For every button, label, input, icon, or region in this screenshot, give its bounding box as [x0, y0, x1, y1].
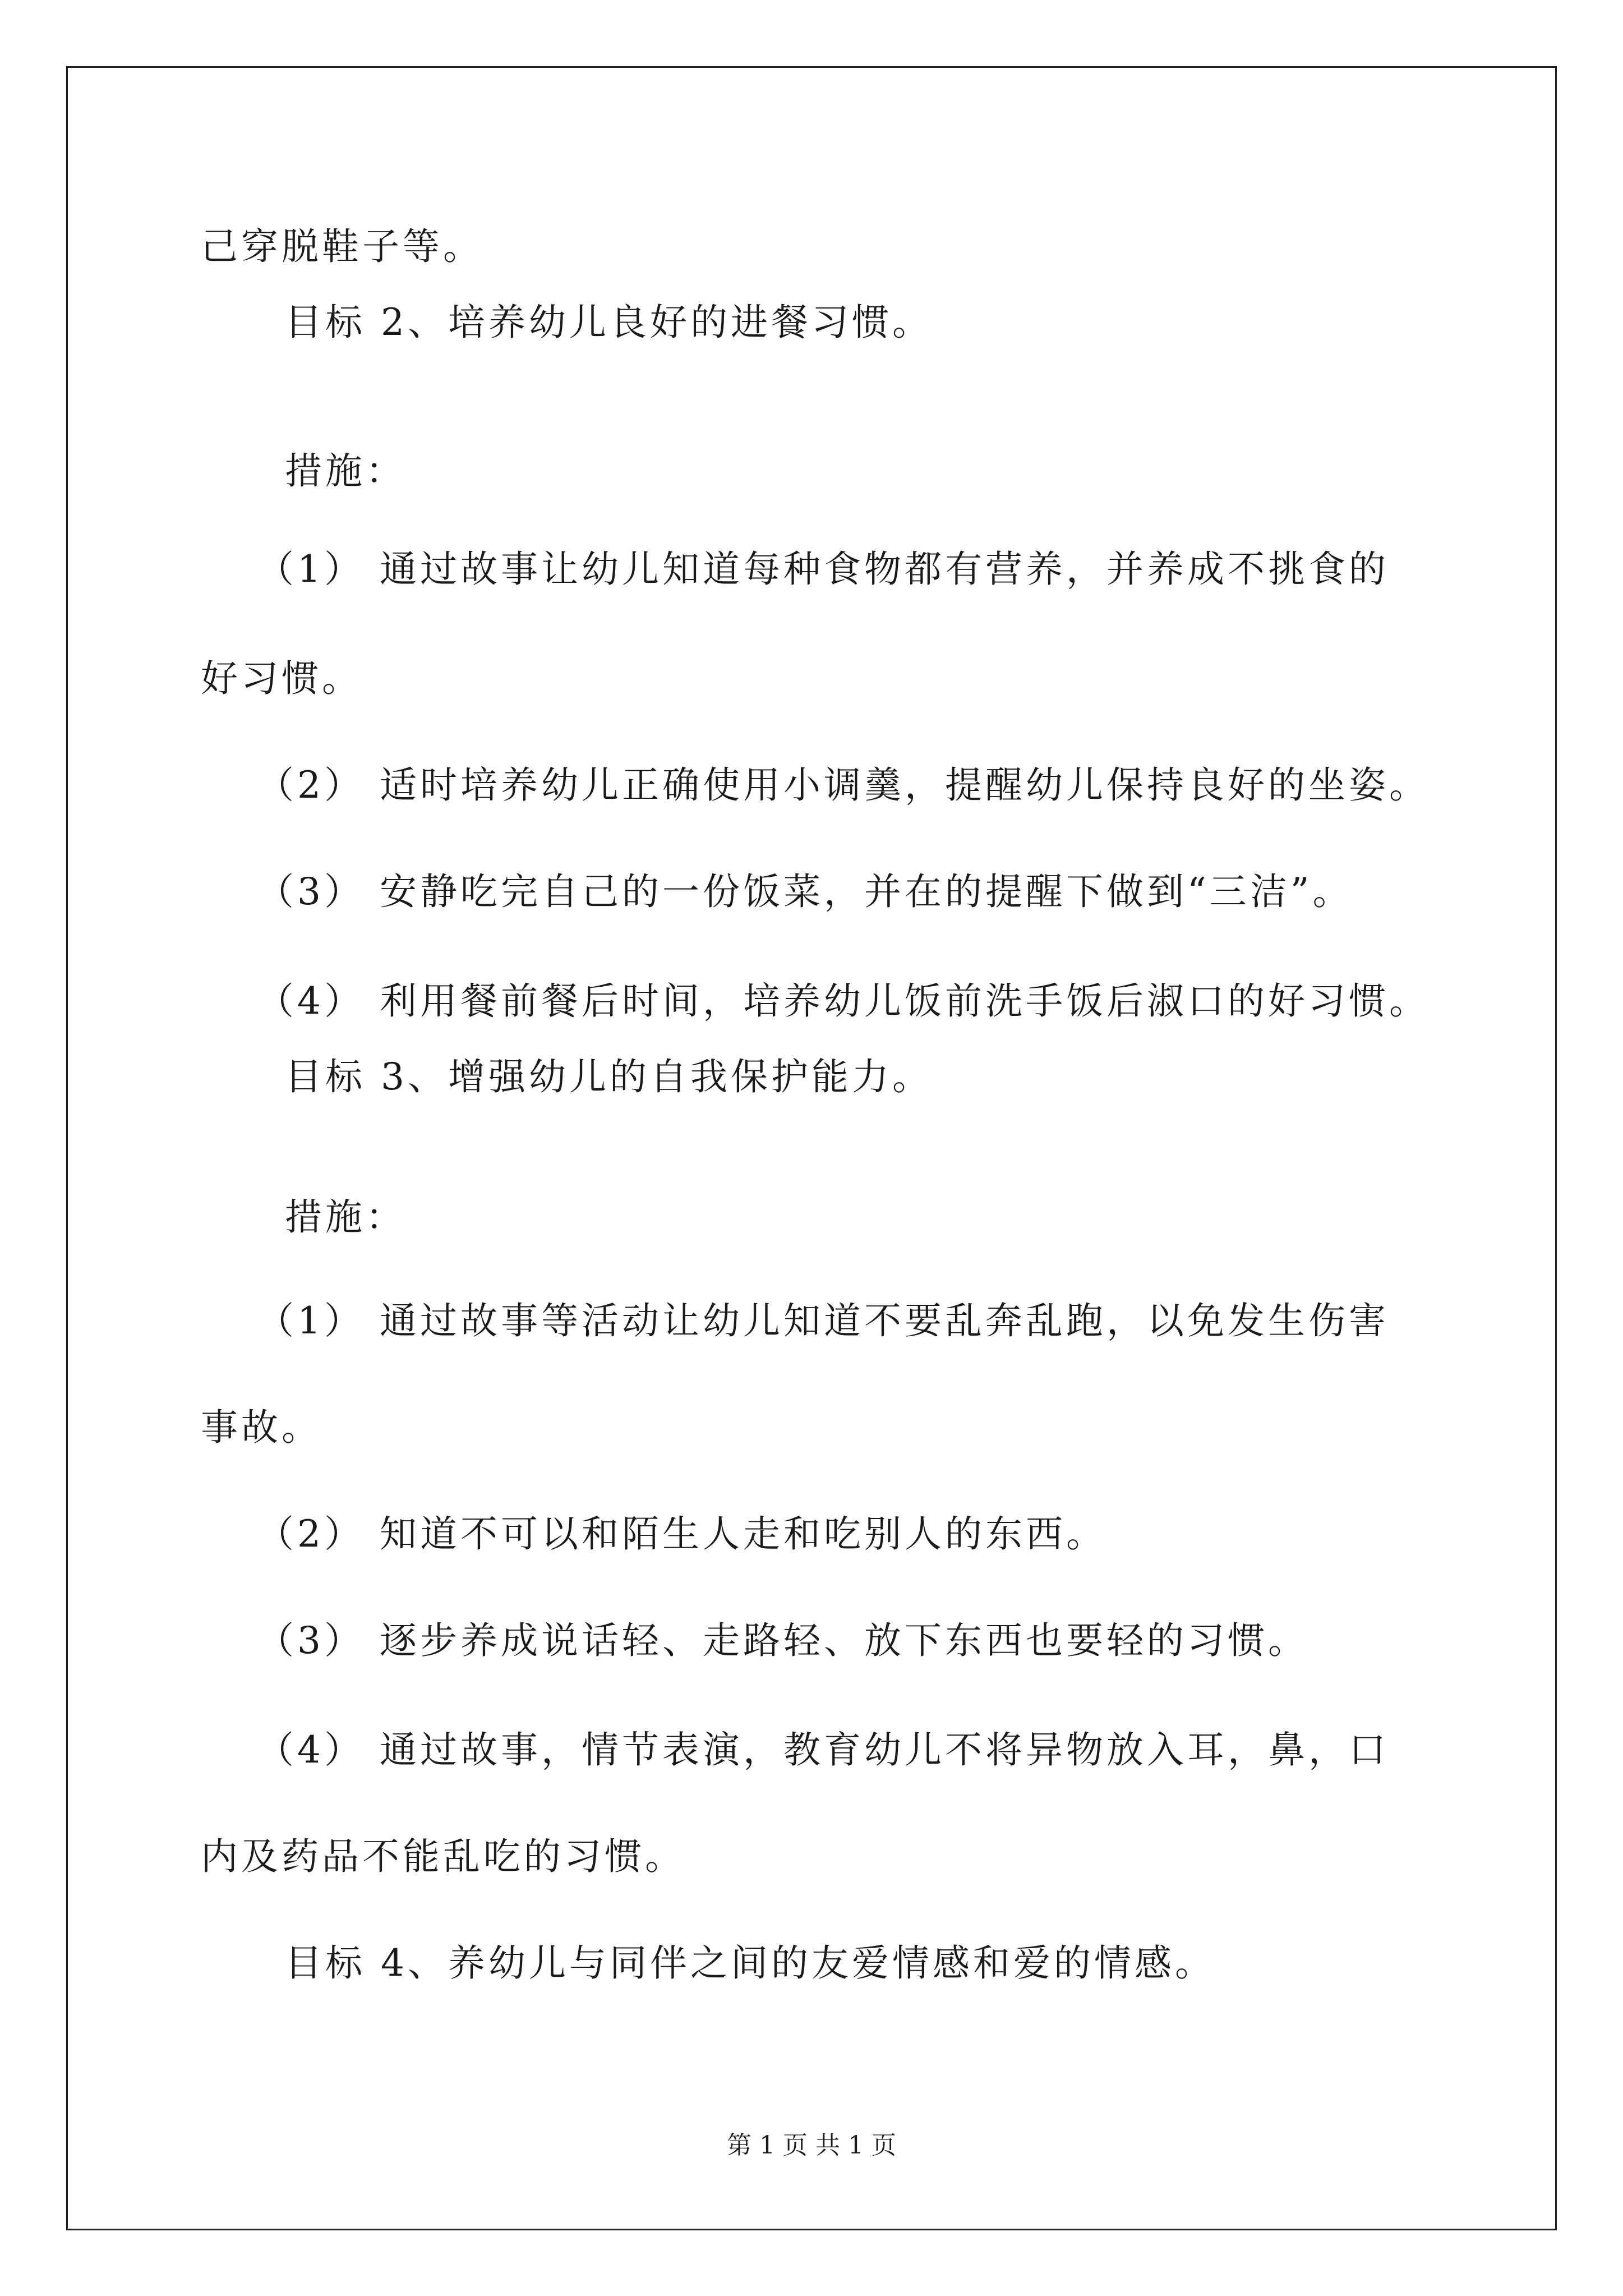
page-footer: 第 1 页 共 1 页: [727, 2131, 896, 2160]
measure-item: （3） 安静吃完自己的一份饭菜，并在的提醒下做到“三洁”。: [257, 870, 1353, 913]
text-line: 己穿脱鞋子等。: [201, 225, 483, 268]
measures-label: 措施：: [285, 449, 406, 493]
measure-item: （1） 通过故事让幼儿知道每种食物都有营养，并养成不挑食的: [257, 547, 1389, 591]
text-line: 事故。: [201, 1406, 322, 1449]
measures-label: 措施：: [285, 1195, 406, 1239]
text-line: 好习惯。: [201, 657, 362, 700]
goal-heading: 目标 3、增强幼儿的自我保护能力。: [285, 1055, 933, 1098]
measure-item: （1） 通过故事等活动让幼儿知道不要乱奔乱跑，以免发生伤害: [257, 1299, 1389, 1342]
goal-heading: 目标 4、养幼儿与同伴之间的友爱情感和爱的情感。: [285, 1941, 1215, 1985]
page-border: [66, 66, 1557, 2230]
measure-item: （4） 通过故事，情节表演，教育幼儿不将异物放入耳，鼻，口: [257, 1728, 1389, 1772]
goal-heading: 目标 2、培养幼儿良好的进餐习惯。: [285, 301, 933, 344]
measure-item: （2） 知道不可以和陌生人走和吃别人的东西。: [257, 1512, 1106, 1556]
measure-item: （2） 适时培养幼儿正确使用小调羹，提醒幼儿保持良好的坐姿。: [257, 763, 1430, 807]
text-line: 内及药品不能乱吃的习惯。: [201, 1835, 685, 1878]
measure-item: （3） 逐步养成说话轻、走路轻、放下东西也要轻的习惯。: [257, 1619, 1308, 1662]
measure-item: （4） 利用餐前餐后时间，培养幼儿饭前洗手饭后淑口的好习惯。: [257, 979, 1430, 1023]
